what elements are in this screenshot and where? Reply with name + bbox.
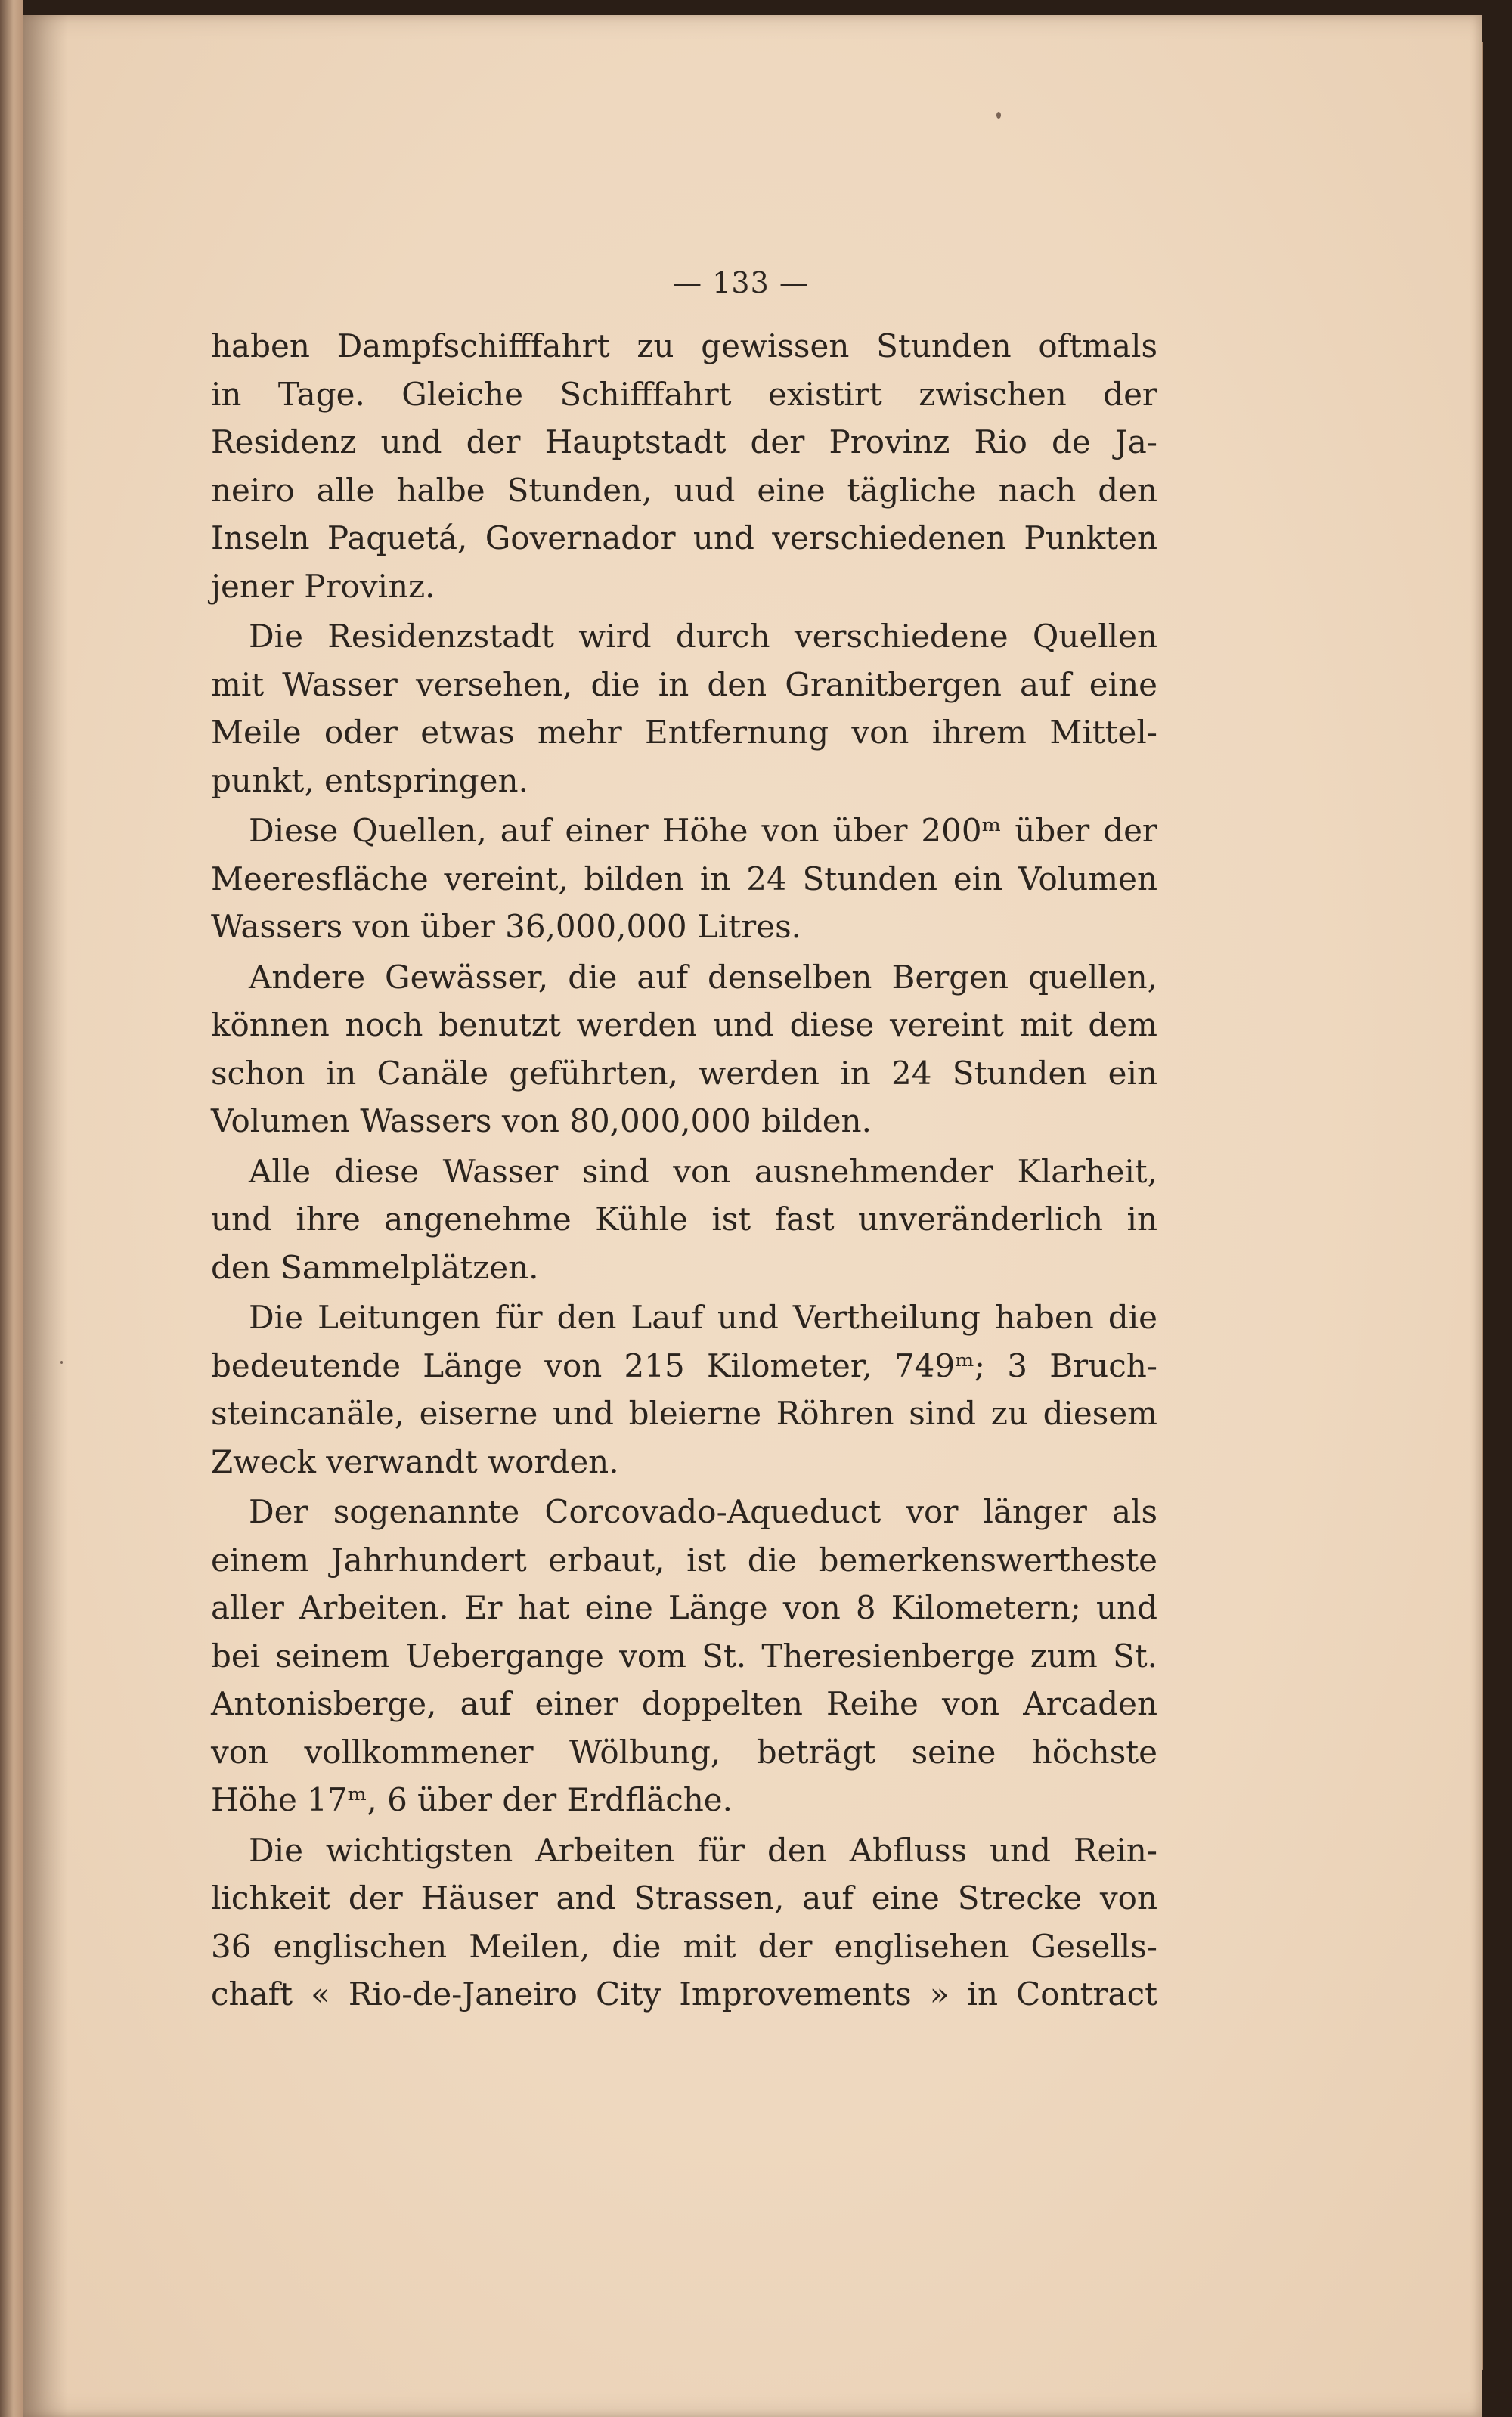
paragraph xyxy=(211,953,1157,1145)
paragraph xyxy=(211,612,1157,804)
text-line: Meile oder etwas mehr Entfernung von ihrem Mittel- xyxy=(211,714,1157,751)
text-line: von vollkommener Wölbung, beträgt seine höchste xyxy=(211,1733,1157,1771)
text-line: Die Residenzstadt wird durch verschiedene Quellen xyxy=(249,618,1157,655)
text-line: mit Wasser versehen, die in den Granitbergen auf eine xyxy=(211,665,1157,703)
left-page-edge xyxy=(0,0,23,2417)
text-line: Volumen Wassers von 80,000,000 bilden. xyxy=(211,1102,872,1139)
text-line: Antonisberge, auf einer doppelten Reihe von Arcaden xyxy=(211,1685,1157,1722)
text-line: in Tage. Gleiche Schifffahrt existirt zwischen der xyxy=(211,375,1157,413)
text-line: Wassers von über 36,000,000 Litres. xyxy=(211,908,801,945)
text-line: 36 englischen Meilen, die mit der englisehen Gesells- xyxy=(211,1927,1157,1965)
text-line: lichkeit der Häuser and Strassen, auf eine Strecke von xyxy=(211,1879,1157,1917)
body-text xyxy=(211,322,1157,2019)
paragraph xyxy=(211,322,1157,610)
text-line: bedeutende Länge von 215 Kilometer, 749ᵐ; 3 Bruch- xyxy=(211,1346,1157,1384)
text-line: den Sammelplätzen. xyxy=(211,1248,539,1286)
text-line: Residenz und der Hauptstadt der Provinz Rio de Ja- xyxy=(211,423,1157,460)
text-line: Die wichtigsten Arbeiten für den Abfluss und Rein- xyxy=(249,1831,1157,1869)
paragraph xyxy=(211,1148,1157,1292)
text-line: Meeresfläche vereint, bilden in 24 Stunden ein Volumen xyxy=(211,860,1157,897)
text-line: Der sogenannte Corcovado-Aqueduct vor länger als xyxy=(249,1493,1157,1530)
text-line: steincanäle, eiserne und bleierne Röhren sind zu diesem xyxy=(211,1395,1157,1432)
text-line: Andere Gewässer, die auf denselben Bergen quellen, xyxy=(249,958,1157,996)
paragraph xyxy=(211,807,1157,951)
text-line: Inseln Paquetá, Governador und verschiedenen Punkten xyxy=(211,519,1157,556)
paragraph xyxy=(211,1488,1157,1824)
paper-speck xyxy=(60,1361,63,1364)
text-line: aller Arbeiten. Er hat eine Länge von 8 Kilometern; und xyxy=(211,1589,1157,1626)
text-line: Diese Quellen, auf einer Höhe von über 200ᵐ über der xyxy=(249,812,1157,849)
gutter-shadow xyxy=(23,15,68,2417)
paper-speck xyxy=(996,112,1001,119)
text-line: neiro alle halbe Stunden, uud eine tägliche nach den xyxy=(211,471,1157,509)
text-line: chaft « Rio-de-Janeiro City Improvements » in Contract xyxy=(211,1975,1157,2013)
text-line: schon in Canäle geführten, werden in 24 Stunden ein xyxy=(211,1054,1157,1092)
text-line: und ihre angenehme Kühle ist fast unveränderlich in xyxy=(211,1201,1157,1238)
page-number: — 133 — xyxy=(673,266,809,299)
text-line: können noch benutzt werden und diese vereint mit dem xyxy=(211,1006,1157,1043)
text-line: Die Leitungen für den Lauf und Vertheilung haben die xyxy=(249,1299,1157,1336)
text-line: Alle diese Wasser sind von ausnehmender Klarheit, xyxy=(249,1152,1157,1190)
paragraph xyxy=(211,1294,1157,1486)
paragraph xyxy=(211,1827,1157,2019)
text-line: einem Jahrhundert erbaut, ist die bemerkenswertheste xyxy=(211,1541,1157,1579)
text-line: Zweck verwandt worden. xyxy=(211,1442,619,1480)
text-line: punkt, entspringen. xyxy=(211,761,528,799)
text-line: jener Provinz. xyxy=(211,567,435,605)
text-line: Höhe 17ᵐ, 6 über der Erdfläche. xyxy=(211,1781,733,1818)
text-line: bei seinem Uebergange vom St. Theresienberge zum St. xyxy=(211,1637,1157,1675)
text-line: haben Dampfschifffahrt zu gewissen Stunden oftmals xyxy=(211,327,1157,364)
